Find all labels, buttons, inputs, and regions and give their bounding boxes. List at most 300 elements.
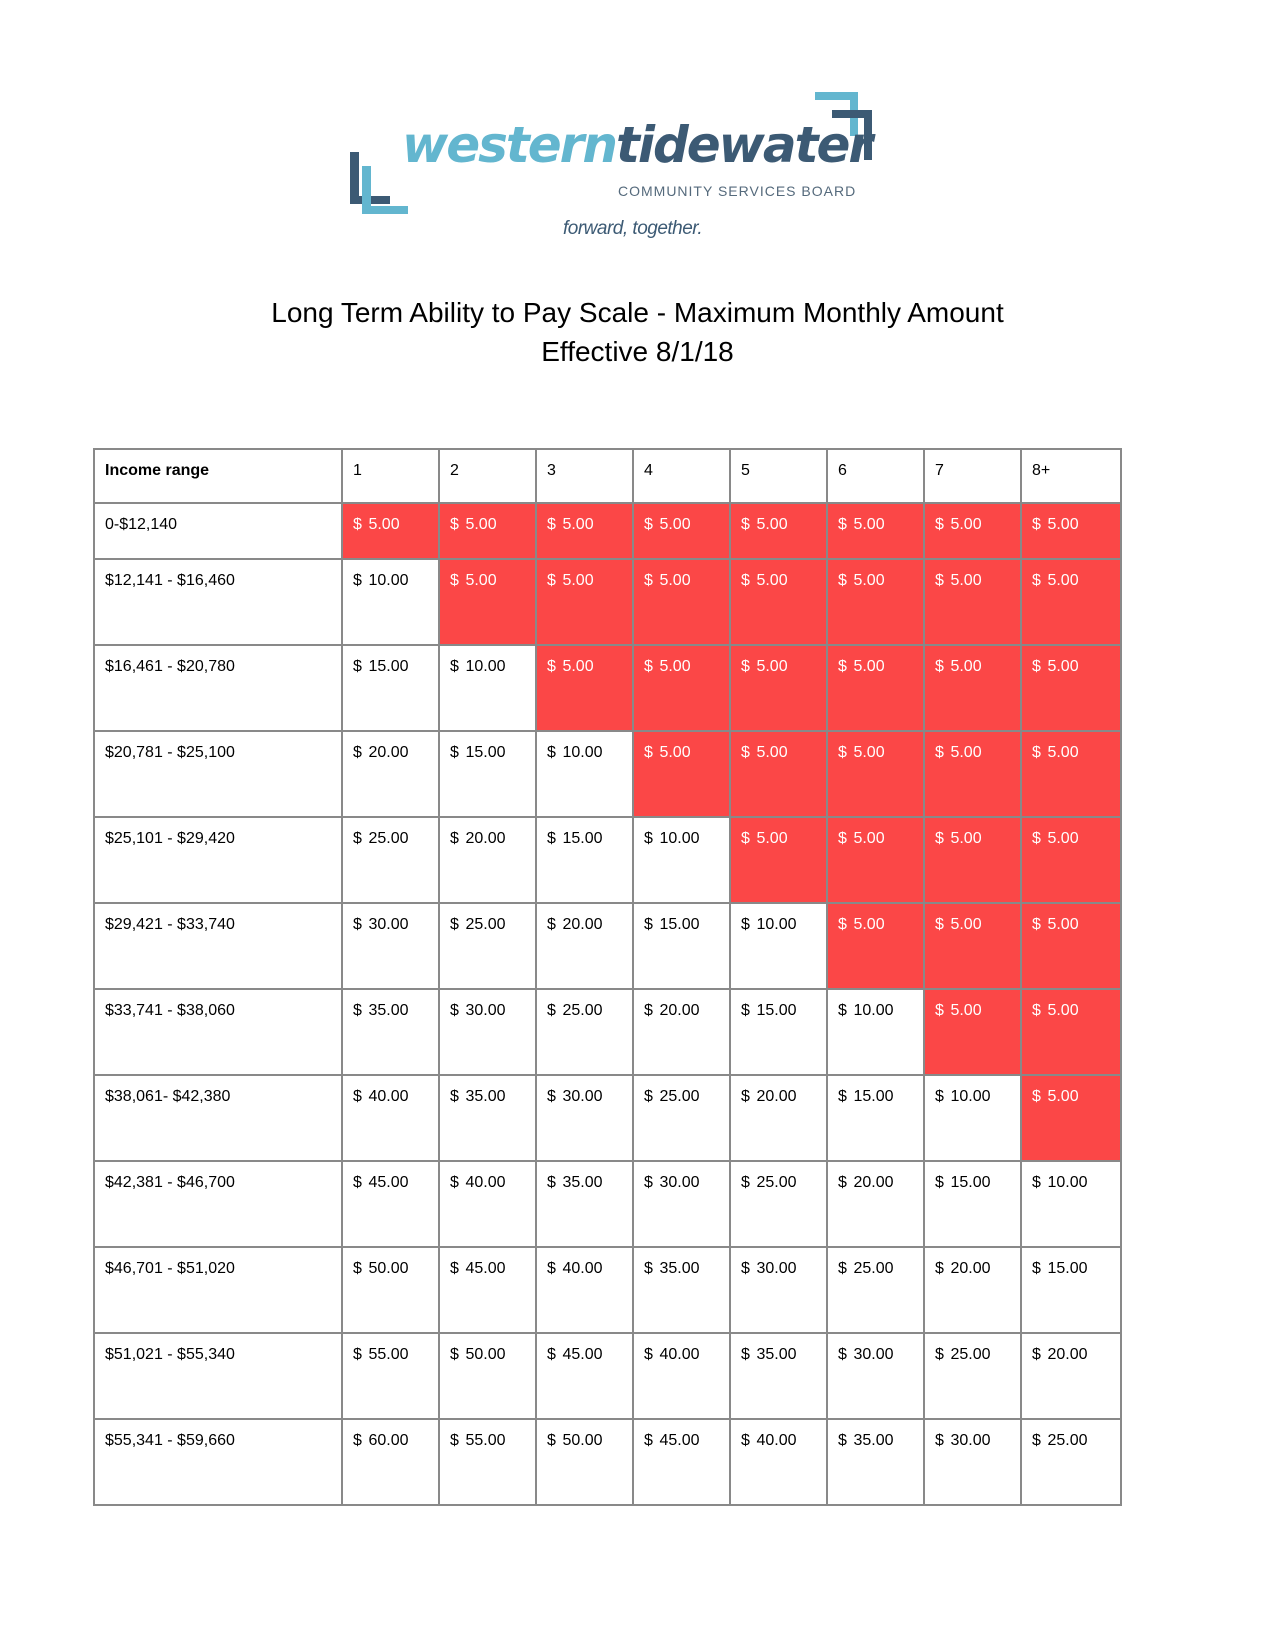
amount-cell (342, 1333, 439, 1419)
currency-symbol: $ (838, 744, 847, 761)
currency-symbol: $ (838, 1346, 847, 1363)
amount-value: 40.00 (465, 1174, 506, 1191)
amount-value: 5.00 (465, 572, 497, 589)
table-row (94, 817, 1121, 903)
amount-value: 30.00 (659, 1174, 700, 1191)
amount-cell (924, 1419, 1021, 1505)
amount-value: 20.00 (950, 1260, 991, 1277)
currency-symbol: $ (838, 1260, 847, 1277)
currency-symbol: $ (353, 1432, 362, 1449)
amount-value: 5.00 (1047, 1002, 1079, 1019)
currency-symbol: $ (450, 916, 459, 933)
amount-cell (633, 1247, 730, 1333)
currency-symbol: $ (1032, 1346, 1041, 1363)
amount-cell (1021, 1247, 1121, 1333)
currency-symbol: $ (450, 1174, 459, 1191)
amount-value: 5.00 (950, 916, 982, 933)
amount-cell (633, 503, 730, 559)
amount-value: 5.00 (1047, 516, 1079, 533)
amount-value: 10.00 (465, 658, 506, 675)
currency-symbol: $ (353, 572, 362, 589)
amount-value: 5.00 (950, 658, 982, 675)
currency-symbol: $ (741, 916, 750, 933)
currency-symbol: $ (644, 916, 653, 933)
amount-value: 55.00 (465, 1432, 506, 1449)
amount-value: 5.00 (1047, 744, 1079, 761)
amount-value: 45.00 (465, 1260, 506, 1277)
amount-value: 15.00 (465, 744, 506, 761)
currency-symbol: $ (450, 658, 459, 675)
amount-value: 15.00 (756, 1002, 797, 1019)
table-row (94, 731, 1121, 817)
currency-symbol: $ (741, 1174, 750, 1191)
amount-cell (536, 1247, 633, 1333)
amount-cell (536, 1161, 633, 1247)
amount-value: 20.00 (853, 1174, 894, 1191)
income-range-cell: $38,061- $42,380 (94, 1075, 342, 1161)
income-range-cell: $20,781 - $25,100 (94, 731, 342, 817)
currency-symbol: $ (838, 1432, 847, 1449)
amount-cell (924, 503, 1021, 559)
amount-value: 25.00 (1047, 1432, 1088, 1449)
amount-value: 25.00 (756, 1174, 797, 1191)
currency-symbol: $ (353, 916, 362, 933)
currency-symbol: $ (935, 1002, 944, 1019)
currency-symbol: $ (1032, 916, 1041, 933)
currency-symbol: $ (644, 1088, 653, 1105)
amount-value: 5.00 (756, 744, 788, 761)
amount-cell (730, 1419, 827, 1505)
amount-cell (439, 989, 536, 1075)
currency-symbol: $ (741, 744, 750, 761)
amount-value: 45.00 (562, 1346, 603, 1363)
amount-value: 25.00 (853, 1260, 894, 1277)
amount-cell (439, 903, 536, 989)
currency-symbol: $ (547, 572, 556, 589)
header-household-size: 3 (536, 449, 633, 503)
amount-value: 5.00 (1047, 572, 1079, 589)
amount-cell (633, 903, 730, 989)
amount-cell (827, 1247, 924, 1333)
amount-cell (633, 731, 730, 817)
currency-symbol: $ (353, 1260, 362, 1277)
amount-cell (730, 817, 827, 903)
header-income-range: Income range (94, 449, 342, 503)
amount-value: 10.00 (756, 916, 797, 933)
currency-symbol: $ (838, 830, 847, 847)
amount-cell (633, 1333, 730, 1419)
currency-symbol: $ (644, 516, 653, 533)
table-row (94, 559, 1121, 645)
amount-cell (924, 731, 1021, 817)
amount-cell (827, 903, 924, 989)
amount-cell (827, 731, 924, 817)
amount-cell (439, 1075, 536, 1161)
amount-value: 5.00 (950, 572, 982, 589)
currency-symbol: $ (1032, 572, 1041, 589)
amount-value: 10.00 (853, 1002, 894, 1019)
amount-cell (827, 645, 924, 731)
amount-value: 5.00 (853, 916, 885, 933)
amount-value: 30.00 (368, 916, 409, 933)
amount-value: 5.00 (1047, 830, 1079, 847)
currency-symbol: $ (450, 744, 459, 761)
brand-subtitle: COMMUNITY SERVICES BOARD (618, 183, 857, 199)
amount-value: 50.00 (368, 1260, 409, 1277)
amount-value: 35.00 (465, 1088, 506, 1105)
currency-symbol: $ (1032, 1002, 1041, 1019)
amount-value: 5.00 (950, 1002, 982, 1019)
amount-value: 15.00 (950, 1174, 991, 1191)
amount-value: 25.00 (562, 1002, 603, 1019)
amount-cell (924, 903, 1021, 989)
amount-cell (827, 1419, 924, 1505)
currency-symbol: $ (547, 1432, 556, 1449)
table-row (94, 903, 1121, 989)
amount-cell (439, 503, 536, 559)
amount-cell (439, 645, 536, 731)
currency-symbol: $ (741, 830, 750, 847)
amount-cell (730, 1161, 827, 1247)
amount-cell (827, 1075, 924, 1161)
amount-value: 20.00 (1047, 1346, 1088, 1363)
currency-symbol: $ (450, 830, 459, 847)
currency-symbol: $ (450, 1432, 459, 1449)
amount-value: 5.00 (853, 516, 885, 533)
amount-value: 40.00 (368, 1088, 409, 1105)
table-row (94, 1333, 1121, 1419)
currency-symbol: $ (838, 1088, 847, 1105)
amount-cell (1021, 903, 1121, 989)
currency-symbol: $ (450, 1088, 459, 1105)
currency-symbol: $ (644, 1346, 653, 1363)
amount-cell (1021, 1075, 1121, 1161)
currency-symbol: $ (644, 572, 653, 589)
currency-symbol: $ (741, 1432, 750, 1449)
currency-symbol: $ (935, 658, 944, 675)
amount-value: 20.00 (562, 916, 603, 933)
amount-value: 50.00 (465, 1346, 506, 1363)
currency-symbol: $ (353, 1174, 362, 1191)
amount-cell (342, 903, 439, 989)
amount-value: 15.00 (659, 916, 700, 933)
amount-cell (342, 1419, 439, 1505)
amount-value: 35.00 (368, 1002, 409, 1019)
currency-symbol: $ (450, 516, 459, 533)
brand-part-tidewater: tidewater (615, 116, 872, 174)
amount-cell (924, 1161, 1021, 1247)
amount-cell (342, 1161, 439, 1247)
amount-cell (536, 645, 633, 731)
amount-value: 35.00 (562, 1174, 603, 1191)
amount-cell (827, 1333, 924, 1419)
amount-cell (1021, 503, 1121, 559)
amount-cell (924, 559, 1021, 645)
amount-cell (536, 731, 633, 817)
currency-symbol: $ (547, 830, 556, 847)
amount-value: 25.00 (368, 830, 409, 847)
income-range-cell: 0-$12,140 (94, 503, 342, 559)
amount-value: 5.00 (950, 830, 982, 847)
table-row (94, 1247, 1121, 1333)
amount-value: 30.00 (465, 1002, 506, 1019)
currency-symbol: $ (1032, 1088, 1041, 1105)
amount-value: 5.00 (562, 516, 594, 533)
amount-cell (730, 1247, 827, 1333)
amount-cell (924, 1333, 1021, 1419)
amount-cell (1021, 989, 1121, 1075)
amount-cell (924, 1075, 1021, 1161)
income-range-cell: $16,461 - $20,780 (94, 645, 342, 731)
amount-value: 5.00 (1047, 916, 1079, 933)
table-row (94, 1419, 1121, 1505)
amount-value: 50.00 (562, 1432, 603, 1449)
currency-symbol: $ (935, 1260, 944, 1277)
amount-cell (633, 1419, 730, 1505)
amount-cell (536, 817, 633, 903)
amount-value: 5.00 (659, 516, 691, 533)
amount-cell (536, 903, 633, 989)
income-range-cell: $29,421 - $33,740 (94, 903, 342, 989)
amount-value: 15.00 (562, 830, 603, 847)
income-range-cell: $51,021 - $55,340 (94, 1333, 342, 1419)
amount-value: 10.00 (368, 572, 409, 589)
amount-cell (633, 1075, 730, 1161)
currency-symbol: $ (1032, 516, 1041, 533)
amount-cell (439, 817, 536, 903)
logo (350, 88, 930, 253)
amount-value: 25.00 (465, 916, 506, 933)
currency-symbol: $ (838, 1002, 847, 1019)
amount-cell (342, 645, 439, 731)
currency-symbol: $ (1032, 744, 1041, 761)
amount-value: 5.00 (465, 516, 497, 533)
amount-cell (536, 1419, 633, 1505)
income-range-cell: $12,141 - $16,460 (94, 559, 342, 645)
currency-symbol: $ (547, 916, 556, 933)
amount-value: 5.00 (1047, 658, 1079, 675)
brand-part-western: western (402, 116, 616, 174)
amount-value: 5.00 (659, 572, 691, 589)
amount-value: 5.00 (562, 658, 594, 675)
amount-cell (924, 645, 1021, 731)
currency-symbol: $ (547, 1002, 556, 1019)
amount-cell (633, 1161, 730, 1247)
header-row (94, 449, 1121, 503)
amount-value: 30.00 (562, 1088, 603, 1105)
currency-symbol: $ (838, 572, 847, 589)
table-row (94, 1075, 1121, 1161)
amount-cell (924, 1247, 1021, 1333)
amount-value: 40.00 (562, 1260, 603, 1277)
amount-cell (730, 903, 827, 989)
currency-symbol: $ (450, 1002, 459, 1019)
currency-symbol: $ (644, 1002, 653, 1019)
amount-cell (536, 559, 633, 645)
currency-symbol: $ (353, 744, 362, 761)
table-row (94, 1161, 1121, 1247)
amount-cell (730, 731, 827, 817)
amount-value: 5.00 (756, 830, 788, 847)
currency-symbol: $ (741, 516, 750, 533)
currency-symbol: $ (644, 1260, 653, 1277)
amount-cell (439, 1247, 536, 1333)
amount-cell (827, 559, 924, 645)
amount-cell (827, 503, 924, 559)
amount-cell (439, 1419, 536, 1505)
currency-symbol: $ (935, 830, 944, 847)
pay-scale-table (93, 448, 1122, 1506)
amount-cell (1021, 1333, 1121, 1419)
currency-symbol: $ (741, 658, 750, 675)
amount-cell (536, 989, 633, 1075)
amount-value: 30.00 (756, 1260, 797, 1277)
amount-value: 5.00 (853, 830, 885, 847)
currency-symbol: $ (741, 1088, 750, 1105)
amount-value: 15.00 (853, 1088, 894, 1105)
currency-symbol: $ (1032, 658, 1041, 675)
amount-cell (342, 1075, 439, 1161)
amount-cell (1021, 645, 1121, 731)
amount-value: 20.00 (368, 744, 409, 761)
amount-cell (730, 1075, 827, 1161)
currency-symbol: $ (644, 1432, 653, 1449)
table-row (94, 503, 1121, 559)
amount-value: 40.00 (756, 1432, 797, 1449)
amount-cell (1021, 1161, 1121, 1247)
amount-cell (1021, 1419, 1121, 1505)
amount-cell (924, 817, 1021, 903)
amount-value: 30.00 (950, 1432, 991, 1449)
amount-value: 25.00 (659, 1088, 700, 1105)
currency-symbol: $ (547, 1260, 556, 1277)
currency-symbol: $ (644, 1174, 653, 1191)
currency-symbol: $ (935, 572, 944, 589)
table-row (94, 645, 1121, 731)
amount-value: 45.00 (659, 1432, 700, 1449)
currency-symbol: $ (1032, 830, 1041, 847)
amount-value: 10.00 (1047, 1174, 1088, 1191)
header-household-size: 8+ (1021, 449, 1121, 503)
amount-value: 5.00 (659, 658, 691, 675)
currency-symbol: $ (935, 1432, 944, 1449)
currency-symbol: $ (935, 916, 944, 933)
amount-value: 10.00 (562, 744, 603, 761)
amount-value: 5.00 (853, 744, 885, 761)
amount-value: 5.00 (368, 516, 400, 533)
amount-value: 30.00 (853, 1346, 894, 1363)
currency-symbol: $ (1032, 1432, 1041, 1449)
amount-value: 40.00 (659, 1346, 700, 1363)
income-range-cell: $55,341 - $59,660 (94, 1419, 342, 1505)
currency-symbol: $ (450, 1260, 459, 1277)
header-household-size: 4 (633, 449, 730, 503)
amount-cell (730, 645, 827, 731)
amount-value: 15.00 (1047, 1260, 1088, 1277)
amount-cell (536, 1075, 633, 1161)
currency-symbol: $ (644, 658, 653, 675)
currency-symbol: $ (547, 1346, 556, 1363)
header-household-size: 7 (924, 449, 1021, 503)
currency-symbol: $ (353, 1346, 362, 1363)
amount-value: 20.00 (659, 1002, 700, 1019)
amount-value: 5.00 (659, 744, 691, 761)
currency-symbol: $ (353, 1002, 362, 1019)
amount-cell (536, 503, 633, 559)
amount-cell (827, 989, 924, 1075)
amount-cell (730, 989, 827, 1075)
amount-cell (730, 559, 827, 645)
header-household-size: 5 (730, 449, 827, 503)
amount-cell (1021, 731, 1121, 817)
currency-symbol: $ (935, 744, 944, 761)
currency-symbol: $ (838, 1174, 847, 1191)
table-header (94, 449, 1121, 503)
currency-symbol: $ (547, 658, 556, 675)
table-body (94, 503, 1121, 1505)
amount-value: 10.00 (950, 1088, 991, 1105)
brand-wordmark (402, 116, 872, 174)
income-range-cell: $25,101 - $29,420 (94, 817, 342, 903)
amount-value: 55.00 (368, 1346, 409, 1363)
currency-symbol: $ (547, 1174, 556, 1191)
amount-cell (633, 989, 730, 1075)
table-row (94, 989, 1121, 1075)
amount-cell (536, 1333, 633, 1419)
amount-cell (342, 731, 439, 817)
currency-symbol: $ (1032, 1260, 1041, 1277)
amount-cell (633, 817, 730, 903)
currency-symbol: $ (741, 1002, 750, 1019)
amount-value: 20.00 (465, 830, 506, 847)
currency-symbol: $ (644, 744, 653, 761)
amount-cell (342, 817, 439, 903)
amount-value: 5.00 (853, 572, 885, 589)
amount-cell (1021, 559, 1121, 645)
currency-symbol: $ (838, 658, 847, 675)
currency-symbol: $ (353, 516, 362, 533)
amount-value: 5.00 (756, 516, 788, 533)
currency-symbol: $ (547, 516, 556, 533)
currency-symbol: $ (353, 830, 362, 847)
amount-value: 60.00 (368, 1432, 409, 1449)
amount-cell (439, 1333, 536, 1419)
currency-symbol: $ (935, 1346, 944, 1363)
effective-date: Effective 8/1/18 (541, 336, 734, 367)
amount-cell (633, 645, 730, 731)
amount-value: 5.00 (562, 572, 594, 589)
amount-value: 20.00 (756, 1088, 797, 1105)
page-title: Long Term Ability to Pay Scale - Maximum Monthly Amount (271, 297, 1004, 328)
amount-value: 35.00 (853, 1432, 894, 1449)
currency-symbol: $ (450, 572, 459, 589)
currency-symbol: $ (450, 1346, 459, 1363)
currency-symbol: $ (1032, 1174, 1041, 1191)
amount-cell (633, 559, 730, 645)
amount-value: 25.00 (950, 1346, 991, 1363)
amount-cell (342, 559, 439, 645)
income-range-cell: $33,741 - $38,060 (94, 989, 342, 1075)
currency-symbol: $ (353, 658, 362, 675)
brand-tagline: forward, together. (563, 218, 703, 239)
amount-value: 45.00 (368, 1174, 409, 1191)
currency-symbol: $ (644, 830, 653, 847)
currency-symbol: $ (741, 1346, 750, 1363)
currency-symbol: $ (547, 744, 556, 761)
amount-value: 5.00 (950, 744, 982, 761)
amount-cell (924, 989, 1021, 1075)
amount-cell (827, 817, 924, 903)
